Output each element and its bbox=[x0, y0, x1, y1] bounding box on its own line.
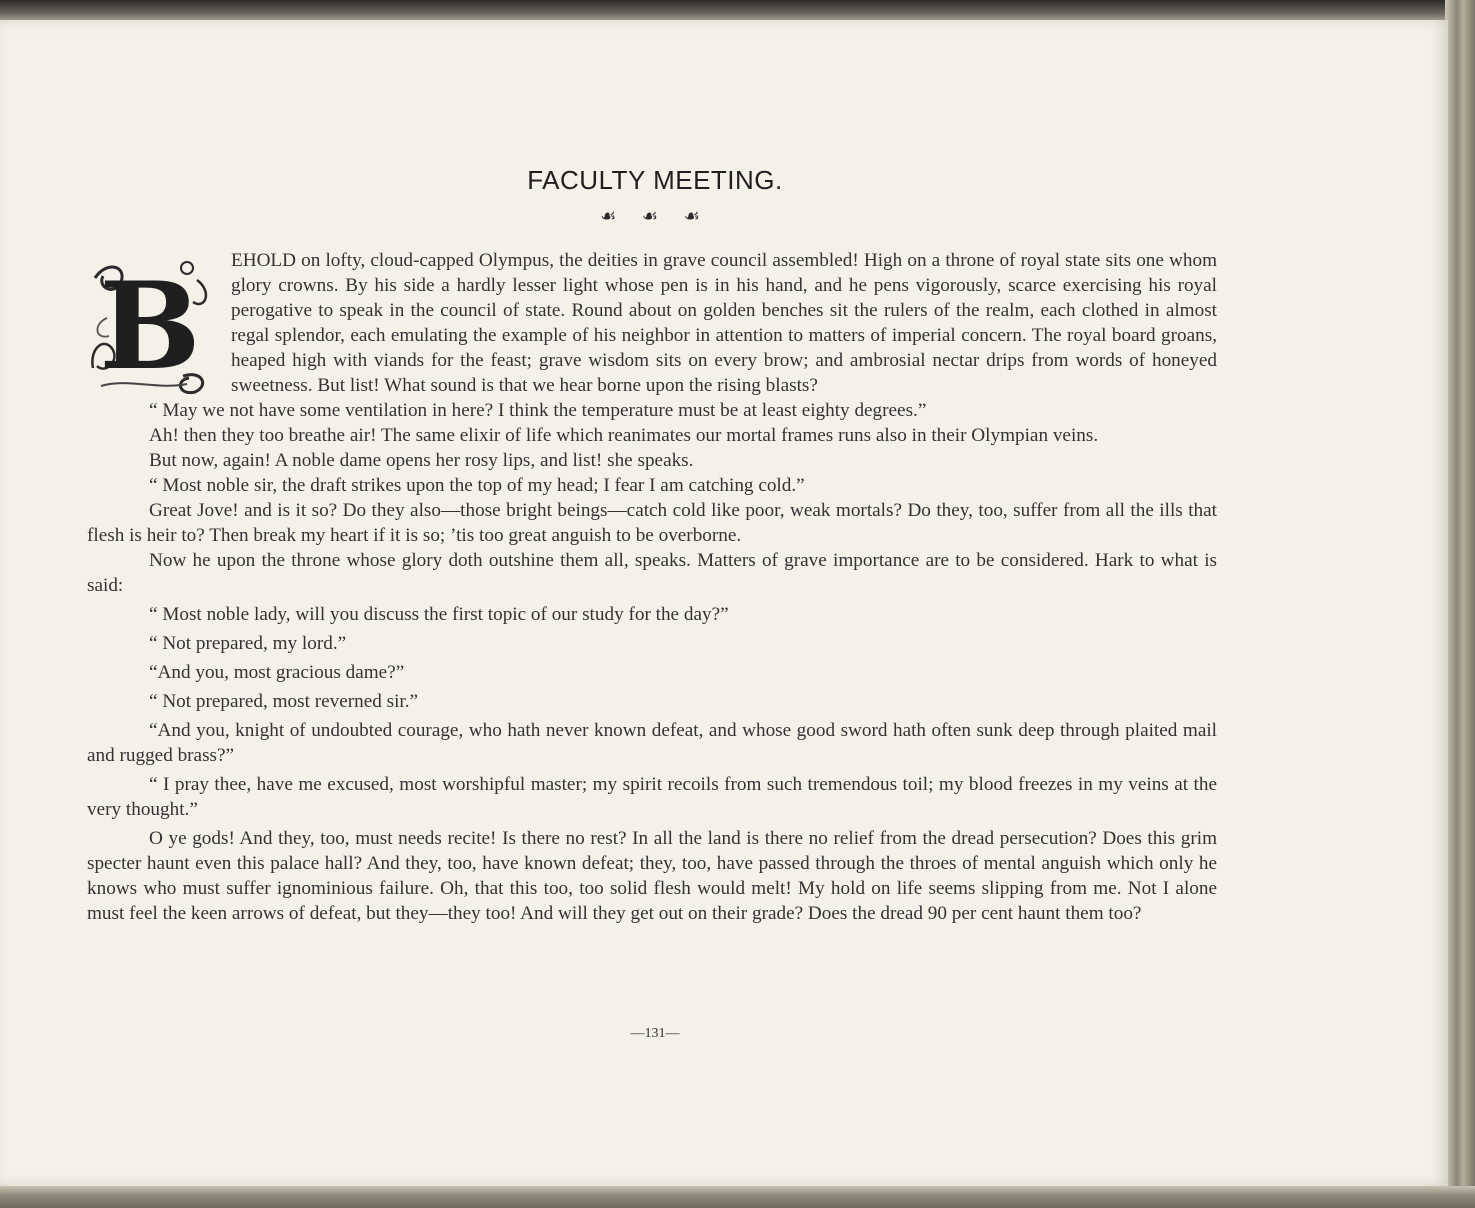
ornamental-drop-cap-icon bbox=[87, 258, 213, 396]
ornament-divider: ☙ ☙ ☙ bbox=[600, 206, 710, 227]
book-binding-right bbox=[1445, 0, 1475, 1208]
paragraph: Great Jove! and is it so? Do they also—those bright beings—catch cold like poor, weak mortals? Do they, too, suffer from all the ills that flesh is heir to? Then break my heart if it is so; ’tis too great anguish to be overborne. bbox=[87, 500, 1217, 546]
paragraph: Now he upon the throne whose glory doth outshine them all, speaks. Matters of grave importance are to be considered. Hark to what is said: bbox=[87, 550, 1217, 596]
drop-cap-letter: B bbox=[99, 256, 201, 397]
paragraph: “ Not prepared, most reverned sir.” bbox=[149, 691, 419, 712]
paragraph: Ah! then they too breathe air! The same elixir of life which reanimates our mortal frames runs also in their Olympian veins. bbox=[149, 425, 1099, 446]
paragraph: “ Most noble sir, the draft strikes upon the top of my head; I fear I am catching cold.” bbox=[149, 475, 805, 496]
article-body bbox=[87, 248, 1217, 926]
paragraph: “And you, knight of undoubted courage, who hath never known defeat, and whose good sword hath often sunk deep through plaited mail and rugged brass?” bbox=[87, 720, 1217, 766]
paragraph: “ Most noble lady, will you discuss the first topic of our study for the day?” bbox=[149, 604, 729, 625]
article-title: FACULTY MEETING. bbox=[527, 165, 783, 195]
paragraph: But now, again! A noble dame opens her rosy lips, and list! she speaks. bbox=[149, 450, 694, 471]
book-binding-top bbox=[0, 0, 1475, 20]
paragraph: “ Not prepared, my lord.” bbox=[149, 633, 347, 654]
paragraph: O ye gods! And they, too, must needs recite! Is there no rest? In all the land is there no relief from the dread persecution? Does this grim specter haunt even this palace hall? And they, too, have known defeat; they, too, have passed through the throes of mental anguish which only he knows who must suffer ignominious failure. Oh, that this too, too solid flesh would melt! My hold on life seems slipping from me. Not I alone must feel the keen arrows of defeat, but they—they too! And will they get out on their grade? Does the dread 90 per cent haunt them too? bbox=[87, 828, 1217, 924]
paragraph: “And you, most gracious dame?” bbox=[149, 662, 405, 683]
paragraph: EHOLD on lofty, cloud-capped Olympus, the deities in grave council assembled! High on a throne of royal state sits one whom glory crowns. By his side a hardly lesser light whose pen is in his hand, and he pens vigorously, scarce exercising his royal perogative to speak in the council of state. Round about on golden benches sit the rulers of the realm, each clothed in almost regal splendor, each emulating the example of his neighbor in attention to matters of imperial concern. The royal board groans, heaped high with viands for the feast; grave wisdom sits on every brow; and ambrosial nectar drips from words of honeyed sweetness. But list! What sound is that we hear borne upon the rising blasts? bbox=[231, 250, 1217, 396]
paragraph: “ May we not have some ventilation in here? I think the temperature must be at least eighty degrees.” bbox=[149, 400, 927, 421]
page-number: —131— bbox=[630, 1026, 680, 1041]
paragraph: “ I pray thee, have me excused, most worshipful master; my spirit recoils from such tremendous toil; my blood freezes in my veins at the very thought.” bbox=[87, 774, 1217, 820]
book-binding-bottom bbox=[0, 1186, 1475, 1208]
book-page bbox=[0, 20, 1448, 1186]
